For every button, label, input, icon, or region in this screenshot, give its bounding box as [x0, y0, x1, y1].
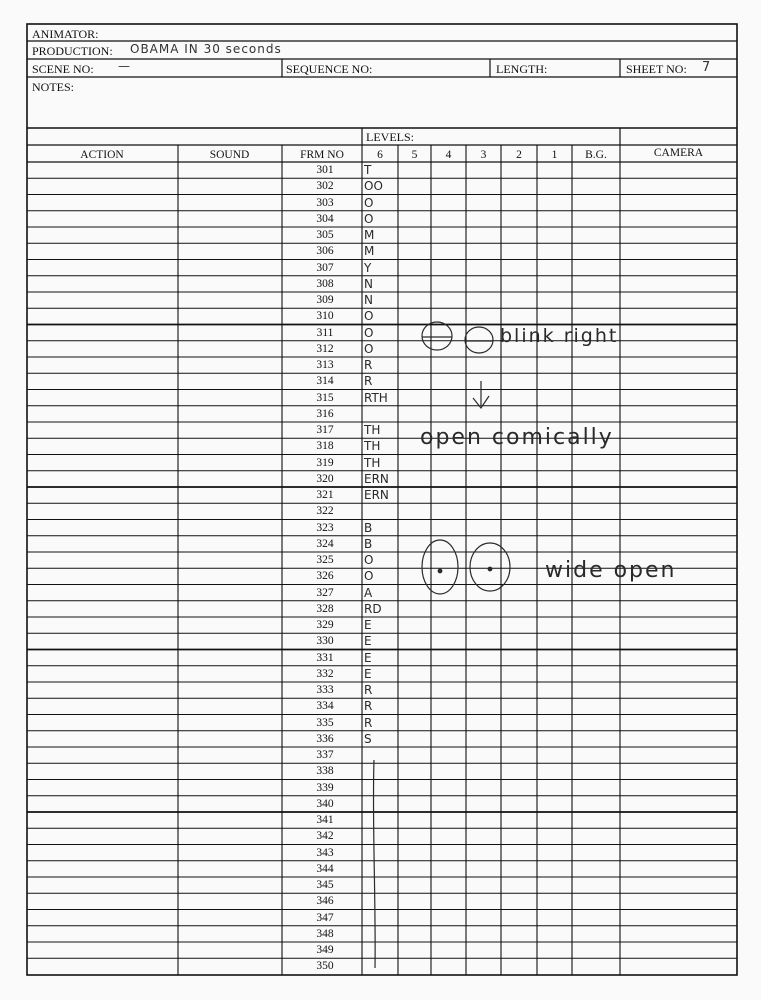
closed-eye-right-icon — [465, 327, 493, 353]
frame-number: 347 — [316, 911, 334, 924]
frame-number: 333 — [316, 684, 334, 696]
level-6-phoneme: E — [364, 618, 372, 632]
level-6-phoneme: O — [364, 553, 374, 567]
frame-number: 306 — [316, 245, 334, 258]
level-6-phoneme: E — [364, 666, 372, 681]
level-6-phoneme: T — [364, 163, 372, 177]
frame-number: 330 — [316, 635, 334, 648]
sheet-label: SHEET NO: — [626, 62, 687, 76]
level-6-phoneme: M — [364, 228, 375, 242]
frame-number: 337 — [316, 749, 334, 761]
frame-number: 329 — [316, 619, 334, 631]
frame-number: 332 — [316, 667, 334, 680]
level-6-phoneme: ERN — [364, 488, 389, 502]
frame-number: 327 — [316, 586, 334, 599]
production-value: OBAMA IN 30 seconds — [130, 42, 282, 56]
frame-number: 317 — [316, 424, 334, 436]
level-2-column-header: 2 — [516, 149, 522, 161]
frame-number-column-header: FRM NO — [300, 149, 344, 161]
level-6-phoneme: S — [364, 731, 372, 746]
sheet-value: 7 — [702, 60, 712, 75]
frame-number: 309 — [316, 294, 334, 306]
frame-number: 313 — [316, 359, 334, 371]
length-label: LENGTH: — [496, 62, 548, 76]
level-6-phoneme: R — [364, 699, 373, 714]
level-6-phoneme: O — [364, 195, 374, 210]
level-6-phoneme: A — [364, 585, 373, 600]
level-6-phoneme: O — [364, 325, 374, 340]
level-1-column-header: 1 — [551, 149, 558, 161]
animator-label: ANIMATOR: — [32, 27, 99, 41]
level-6-phoneme: R — [364, 358, 373, 372]
frame-number: 301 — [316, 164, 334, 176]
level-6-phoneme: E — [364, 634, 372, 649]
level-6-phoneme: RD — [364, 601, 382, 616]
level-6-phoneme: Y — [364, 260, 372, 275]
notes-label: NOTES: — [32, 80, 74, 94]
level-6-phoneme: TH — [364, 439, 381, 454]
level-4-column-header: 4 — [445, 149, 452, 161]
wide-open-annotation: wide open — [545, 558, 677, 583]
level-6-phoneme: RTH — [364, 390, 388, 405]
level-6-phoneme: N — [364, 293, 373, 307]
frame-number: 340 — [316, 797, 334, 810]
frame-number: 302 — [316, 180, 334, 193]
levels-label: LEVELS: — [366, 130, 414, 144]
scene-value: — — [118, 59, 131, 73]
frame-number: 343 — [316, 846, 334, 859]
scene-label: SCENE NO: — [32, 62, 94, 76]
frame-number: 339 — [316, 781, 334, 794]
frame-number: 307 — [316, 261, 334, 274]
frame-number: 348 — [316, 927, 334, 940]
frame-number: 305 — [316, 229, 334, 241]
level-6-phoneme: ERN — [364, 471, 389, 486]
level-6-phoneme: O — [364, 211, 374, 226]
frame-number: 320 — [316, 472, 334, 485]
frame-number: 314 — [316, 375, 334, 388]
level-6-phoneme: TH — [364, 455, 381, 470]
sound-column-header: SOUND — [209, 149, 250, 161]
camera-column-header: CAMERA — [653, 147, 704, 159]
frame-number: 341 — [316, 814, 334, 826]
level-6-phoneme: O — [364, 569, 374, 584]
frame-number: 308 — [316, 277, 334, 290]
production-label: PRODUCTION: — [32, 44, 113, 58]
sequence-label: SEQUENCE NO: — [286, 62, 373, 76]
frame-number: 349 — [316, 944, 334, 956]
frame-number: 322 — [316, 505, 334, 518]
level-6-phoneme: N — [364, 276, 373, 291]
frame-number: 319 — [316, 456, 334, 469]
frame-number: 316 — [316, 407, 334, 420]
level-6-phoneme: O — [364, 341, 374, 356]
level-3-column-header: 3 — [480, 149, 487, 161]
frame-number: 315 — [316, 391, 334, 404]
frame-number: 336 — [316, 732, 334, 745]
frame-number: 335 — [316, 716, 334, 729]
level-6-column-header: 6 — [377, 149, 383, 161]
down-arrow-icon — [473, 381, 489, 408]
frame-number: 325 — [316, 554, 334, 566]
action-column-header: ACTION — [80, 149, 124, 161]
frame-number: 312 — [316, 342, 334, 355]
frame-number: 318 — [316, 440, 334, 453]
level-6-phoneme: O — [364, 309, 374, 324]
level-6-phoneme: B — [364, 520, 373, 535]
closed-eye-left-icon — [422, 322, 452, 350]
level-6-phoneme: R — [364, 374, 373, 389]
frame-number: 321 — [316, 489, 334, 501]
frame-number: 331 — [316, 651, 334, 664]
frame-number: 344 — [316, 862, 334, 875]
frame-number: 328 — [316, 602, 334, 615]
open-eye-left-icon — [422, 540, 458, 594]
level-6-phoneme: R — [364, 715, 373, 730]
level-6-phoneme: OO — [364, 179, 383, 194]
frame-number: 346 — [316, 895, 334, 908]
frame-number: 326 — [316, 570, 334, 583]
frame-number: 342 — [316, 830, 334, 843]
blink-annotation: blink right — [500, 325, 619, 347]
hold-line — [373, 760, 375, 968]
open-annotation: open comically — [420, 425, 614, 450]
level-5-column-header: 5 — [411, 149, 418, 161]
level-6-phoneme: TH — [364, 423, 381, 437]
frame-number: 303 — [316, 196, 334, 209]
frame-number: 324 — [316, 537, 334, 550]
level-6-phoneme: R — [364, 683, 373, 697]
level-6-phoneme: M — [364, 244, 375, 259]
frame-number: 338 — [316, 765, 334, 778]
level-6-phoneme: E — [364, 650, 372, 665]
level-6-phoneme: B — [364, 536, 373, 551]
background-column-header: B.G. — [585, 149, 607, 161]
frame-number: 310 — [316, 310, 334, 323]
frame-number: 304 — [316, 212, 334, 225]
frame-number: 334 — [316, 700, 334, 713]
frame-number: 323 — [316, 521, 334, 534]
frame-number: 311 — [316, 326, 334, 339]
frame-number: 345 — [316, 879, 334, 891]
frame-number: 350 — [316, 960, 334, 973]
